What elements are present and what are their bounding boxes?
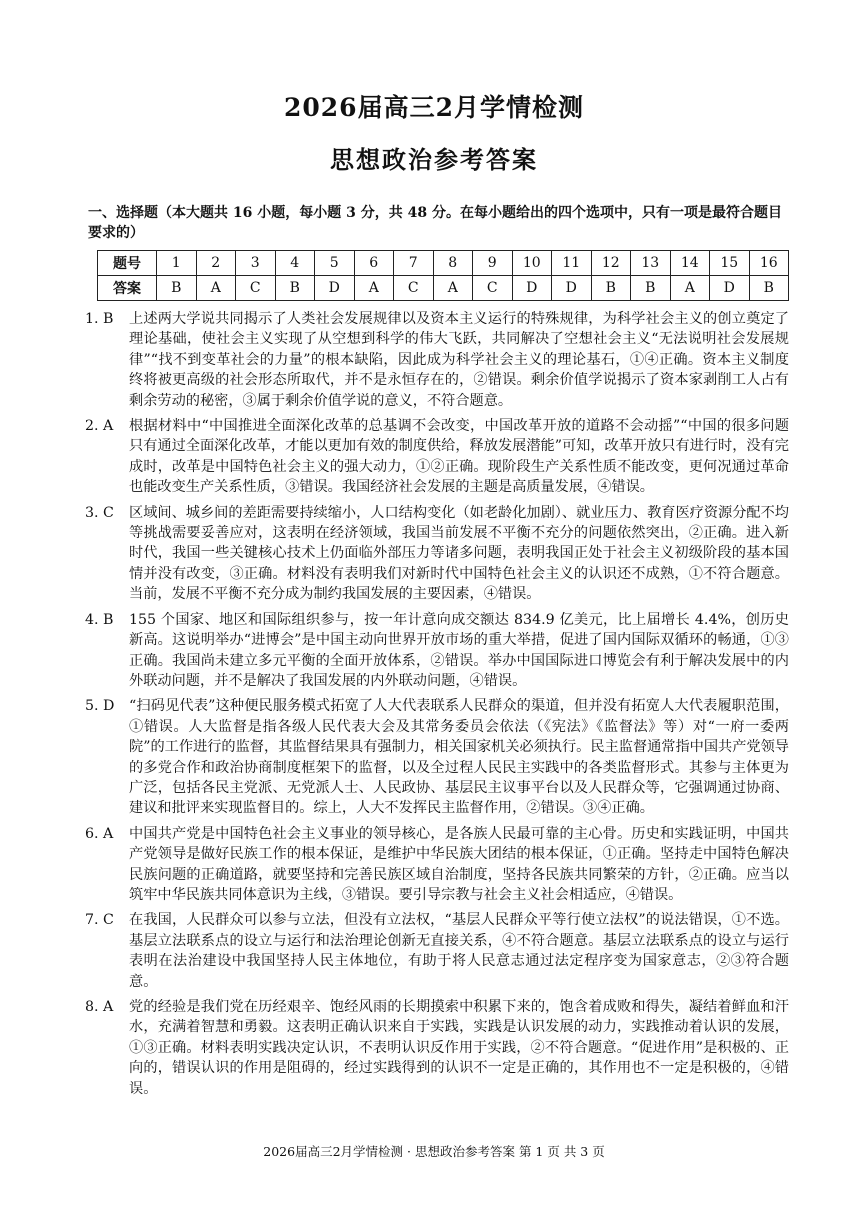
explanation-item — [85, 309, 789, 411]
question-number-cell: 6 — [354, 251, 394, 276]
question-number-cell: 4 — [275, 251, 315, 276]
question-number-cell: 2 — [196, 251, 236, 276]
row-label-answer: 答案 — [98, 276, 157, 301]
explanation-number: 6. A — [85, 825, 114, 842]
answer-cell: A — [670, 276, 710, 301]
answer-cell: B — [275, 276, 315, 301]
explanation-number: 1. B — [85, 311, 114, 327]
explanation-text: 党的经验是我们党在历经艰辛、饱经风雨的长期摸索中积累下来的，饱含着成败和得失，凝结着鲜血和汗水，充满着智慧和勇毅。这表明正确认识来自于实践，实践是认识发展的动力，实践推动着认识的发展，①③正确。材料表明实践决定认识，不表明认识反作用于实践，②不符合题意。“促进作用”是积极的、正向的，错误认识的作用是阻碍的，经过实践得到的认识不一定是正确的，其作用也不一定是积极的，④错误。 — [129, 999, 789, 1097]
question-number-cell: 13 — [631, 251, 671, 276]
answer-cell: C — [394, 276, 434, 301]
explanation-number: 2. A — [85, 418, 114, 435]
explanation-number: 3. C — [85, 504, 114, 521]
explanation-item — [85, 503, 789, 605]
explanation-text: 155 个国家、地区和国际组织参与，按一年计意向成交额达 834.9 亿美元，比上届增长 4.4%，创历史新高。这说明举办“进博会”是中国主动向世界开放市场的重大举措，促进了国内国际双循环的畅通，①③正确。我国尚未建立多元平衡的全面开放体系，②错误。举办中国国际进口博览会有利于解决发展中的内外联动问题，并不是解决了我国发展的内外联动问题，④错误。 — [129, 611, 789, 689]
explanation-item — [85, 824, 789, 906]
answer-cell: C — [236, 276, 276, 301]
question-number-row — [98, 251, 789, 276]
answer-cell: A — [354, 276, 394, 301]
explanation-item — [85, 997, 789, 1099]
answer-cell: B — [749, 276, 789, 301]
answer-cell: A — [433, 276, 473, 301]
answer-cell: D — [315, 276, 355, 301]
answer-row — [98, 276, 789, 301]
question-number-cell: 5 — [315, 251, 355, 276]
explanation-list — [85, 309, 789, 1104]
answer-cell: B — [157, 276, 197, 301]
question-number-cell: 3 — [236, 251, 276, 276]
explanation-text: 在我国，人民群众可以参与立法，但没有立法权，“基层人民群众平等行使立法权”的说法错误，①不选。基层立法联系点的设立与运行和法治理论创新无直接关系，④不符合题意。基层立法联系点的设立与运行表明在法治建设中我国坚持人民主体地位，有助于将人民意志通过法定程序变为国家意志，②③符合题意。 — [129, 912, 789, 990]
explanation-text: 中国共产党是中国特色社会主义事业的领导核心，是各族人民最可靠的主心骨。历史和实践证明，中国共产党领导是做好民族工作的根本保证，是维护中华民族大团结的根本保证，①正确。坚持走中国特色解决民族问题的正确道路，就要坚持和完善民族区域自治制度，坚持各民族共同繁荣的方针，②正确。应当以筑牢中华民族共同体意识为主线，③错误。要引导宗教与社会主义社会相适应，④错误。 — [129, 825, 789, 903]
explanation-text: 区域间、城乡间的差距需要持续缩小，人口结构变化（如老龄化加剧）、就业压力、教育医疗资源分配不均等挑战需要妥善应对，这表明在经济领域，我国当前发展不平衡不充分的问题依然突出，②正确。进入新时代，我国一些关键核心技术上仍面临外部压力等诸多问题，表明我国正处于社会主义初级阶段的基本国情并没有改变，③正确。材料没有表明我们对新时代中国特色社会主义的认识还不成熟，①不符合题意。当前，发展不平衡不充分成为制约我国发展的主要因素，④错误。 — [129, 504, 789, 603]
section-heading: 一、选择题（本大题共 16 小题，每小题 3 分，共 48 分。在每小题给出的四个选项中，只有一项是最符合题目要求的） — [88, 205, 782, 241]
answer-table — [97, 250, 789, 301]
explanation-number: 8. A — [85, 999, 114, 1015]
explanation-item — [85, 910, 789, 992]
explanation-text: 根据材料中“中国推进全面深化改革的总基调不会改变，中国改革开放的道路不会动摇”“中国的很多问题只有通过全面深化改革，才能以更加有效的制度供给，释放发展潜能”可知，改革开放只有进行时，没有完成时，改革是中国特色社会主义的强大动力，①②正确。现阶段生产关系性质不能改变，更何况通过革命也能改变生产关系性质，③错误。我国经济社会发展的主题是高质量发展，④错误。 — [129, 418, 789, 496]
question-number-cell: 8 — [433, 251, 473, 276]
question-number-cell: 15 — [710, 251, 750, 276]
question-number-cell: 9 — [473, 251, 513, 276]
document-title: 2026届高三2月学情检测 — [284, 93, 584, 122]
answer-cell: A — [196, 276, 236, 301]
question-number-cell: 14 — [670, 251, 710, 276]
explanation-item — [85, 610, 789, 692]
answer-cell: D — [710, 276, 750, 301]
answer-cell: B — [631, 276, 671, 301]
question-number-cell: 7 — [394, 251, 434, 276]
answer-cell: B — [591, 276, 631, 301]
document-subtitle: 思想政治参考答案 — [330, 145, 538, 174]
explanation-number: 4. B — [85, 611, 114, 628]
row-label-question: 题号 — [98, 251, 157, 276]
question-number-cell: 11 — [552, 251, 592, 276]
question-number-cell: 10 — [512, 251, 552, 276]
explanation-number: 7. C — [85, 912, 114, 929]
question-number-cell: 1 — [157, 251, 197, 276]
answer-cell: D — [512, 276, 552, 301]
explanation-item — [85, 416, 789, 498]
explanation-text: 上述两大学说共同揭示了人类社会发展规律以及资本主义运行的特殊规律，为科学社会主义的创立奠定了理论基础，使社会主义实现了从空想到科学的伟大飞跃，共同解决了空想社会主义“无法说明社会发展规律”“找不到变革社会的力量”的根本缺陷，因此成为科学社会主义的理论基石，①④正确。资本主义制度终将被更高级的社会形态所取代，并不是永恒存在的，②错误。剩余价值学说揭示了资本家剥削工人占有剩余劳动的秘密，③属于剩余价值学说的意义，不符合题意。 — [129, 311, 789, 409]
page-footer: 2026届高三2月学情检测 · 思想政治参考答案 第 1 页 共 3 页 — [263, 1144, 605, 1159]
question-number-cell: 16 — [749, 251, 789, 276]
answer-cell: C — [473, 276, 513, 301]
question-number-cell: 12 — [591, 251, 631, 276]
answer-cell: D — [552, 276, 592, 301]
explanation-number: 5. D — [85, 698, 115, 715]
explanation-item — [85, 696, 789, 818]
explanation-text: “扫码见代表”这种便民服务模式拓宽了人大代表联系人民群众的渠道，但并没有拓宽人大代表履职范围，①错误。人大监督是指各级人民代表大会及其常务委员会依法（《宪法》《监督法》等）对“一府一委两院”的工作进行的监督，其监督结果具有强制力，相关国家机关必须执行。民主监督通常指中国共产党领导的多党合作和政治协商制度框架下的监督，以及全过程人民民主实践中的各类监督形式。其参与主体更为广泛，包括各民主党派、无党派人士、人民政协、基层民主议事平台以及人民群众等，它强调通过协商、建议和批评来实现监督目的。综上，人大不发挥民主监督作用，②错误。③④正确。 — [129, 698, 789, 817]
